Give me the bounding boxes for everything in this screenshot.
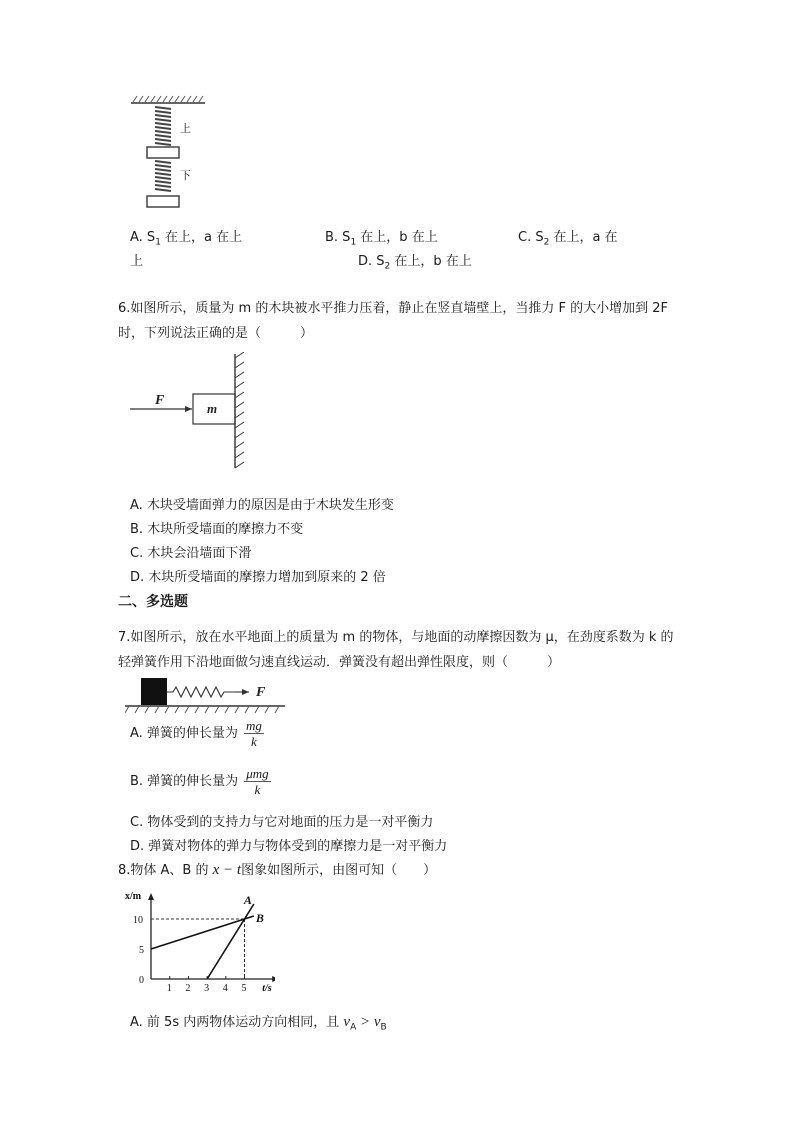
x-tick-label-5: 5 xyxy=(241,983,247,994)
q7-option-c[interactable]: C. 物体受到的支持力与它对地面的压力是一对平衡力 xyxy=(130,815,434,830)
x-tick-label-3: 3 xyxy=(204,983,210,994)
q5-option-b[interactable]: B. $S_1$ 在上，b 在上 xyxy=(325,230,438,248)
q5-option-c[interactable]: C. $S_2$ 在上，a 在 xyxy=(518,230,618,248)
q7-option-b[interactable]: B. 弹簧的伸长量为 $\frac{\text{μmg}}{k}$ xyxy=(130,765,269,797)
fig7-force-label: F xyxy=(256,685,266,700)
q5-option-a[interactable]: A. $S_1$ 在上，a 在上 xyxy=(130,230,243,248)
wall-block-figure xyxy=(125,352,255,472)
x-axis-label: t/s xyxy=(262,983,272,994)
q6-stem: 6.如图所示，质量为 m 的木块被水平推力压着，静止在竖直墙壁上，当推力 F 的大小增加到 2F 时，下列说法正确的是（ ） xyxy=(118,301,668,341)
series-label-B: B xyxy=(255,911,264,925)
q5-option-c-wrap: 上 xyxy=(130,254,144,269)
label-up: 上 xyxy=(180,122,191,135)
spring-block-figure xyxy=(125,675,285,715)
fig6-force-label: F xyxy=(155,393,165,408)
x-tick-label-4: 4 xyxy=(222,983,228,994)
q6-option-d[interactable]: D. 木块所受墙面的摩擦力增加到原来的 2 倍 xyxy=(130,570,386,585)
y-tick-label-5: 5 xyxy=(139,945,144,956)
q5-option-d[interactable]: D. $S_2$ 在上，b 在上 xyxy=(358,254,472,272)
label-down: 下 xyxy=(180,169,191,182)
series-line-A xyxy=(207,904,254,979)
y-axis-label: x/m xyxy=(125,891,142,902)
spring-figure xyxy=(125,95,210,215)
q7-option-d[interactable]: D. 弹簧对物体的弹力与物体受到的摩擦力是一对平衡力 xyxy=(130,839,448,854)
series-label-A: A xyxy=(243,893,252,907)
x-tick-label-1: 1 xyxy=(166,983,172,994)
xt-chart xyxy=(115,885,275,995)
q7-stem: 7.如图所示，放在水平地面上的质量为 m 的物体，与地面的动摩擦因数为 μ，在劲度系数为 k 的轻弹簧作用下沿地面做匀速直线运动．弹簧没有超出弹性限度，则（ ） xyxy=(118,630,674,670)
x-axis-arrow xyxy=(272,976,275,982)
fraction-mg-k: $\frac{mg}{k}$ xyxy=(245,717,262,749)
q7-option-a[interactable]: A. 弹簧的伸长量为 $\frac{mg}{k}$ xyxy=(130,717,262,749)
y-tick-label-0: 0 xyxy=(139,975,144,986)
q8-option-a[interactable]: A. 前 5s 内两物体运动方向相同，且 $v_A > v_B$ xyxy=(130,1014,387,1033)
y-axis-arrow xyxy=(148,893,154,900)
q6-option-c[interactable]: C. 木块会沿墙面下滑 xyxy=(130,546,252,561)
series-line-B xyxy=(151,916,254,949)
q8-stem: 8.物体 A、B 的 x − t图象如图所示，由图可知（ ） xyxy=(118,862,437,878)
fraction-umg-k: $\frac{\text{μmg}}{k}$ xyxy=(246,765,269,797)
q6-option-a[interactable]: A. 木块受墙面弹力的原因是由于木块发生形变 xyxy=(130,498,394,513)
section-title: 二、多选题 xyxy=(118,594,188,610)
x-tick-label-2: 2 xyxy=(185,983,191,994)
fig6-mass-label: m xyxy=(207,401,218,416)
y-tick-label-10: 10 xyxy=(133,915,143,926)
q6-option-b[interactable]: B. 木块所受墙面的摩擦力不变 xyxy=(130,522,304,537)
